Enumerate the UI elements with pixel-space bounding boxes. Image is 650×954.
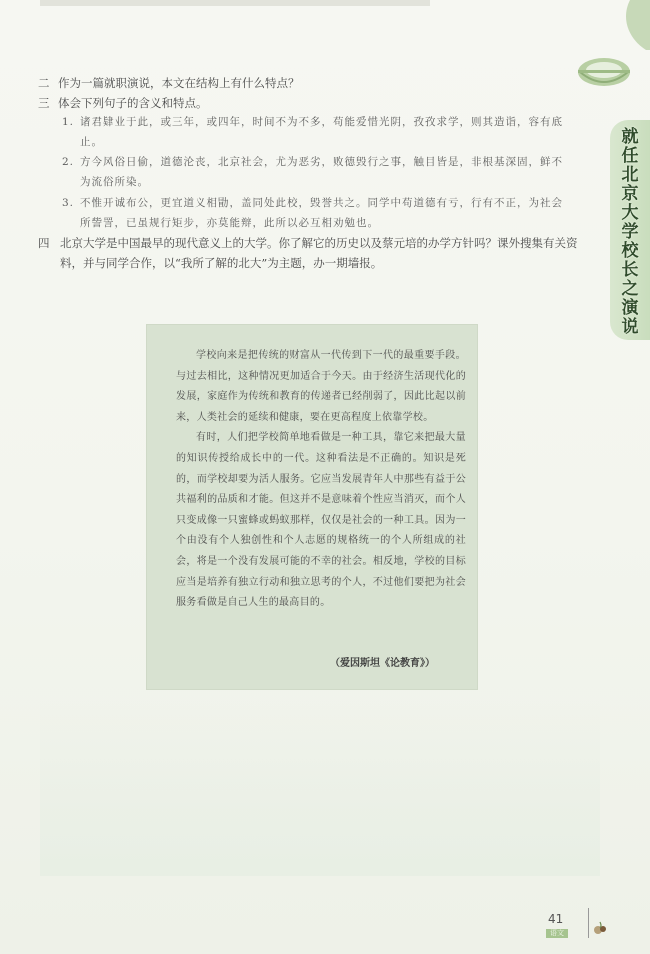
question-number: 四 (38, 236, 50, 250)
question-3 (38, 93, 558, 113)
quote-text (176, 346, 466, 614)
question-number: 二 (38, 76, 50, 90)
footer-subject-tag: 语文 (546, 929, 568, 938)
top-edge-bar (40, 0, 430, 6)
question-text: 作为一篇就职演说，本文在结构上有什么特点？ (58, 76, 300, 90)
question-number: 三 (38, 96, 50, 110)
sub-item-text: 方今风俗日偷，道德沦丧，北京社会，尤为恶劣，败德毁行之事，触目皆是，非根基深固，鲜不为流俗所染。 (80, 156, 563, 188)
sub-item-3 (62, 193, 582, 233)
sub-item-text: 不惟开诚布公，更宜道义相勖，盖同处此校，毁誉共之。同学中苟道德有亏，行有不正，为社会所訾詈，已虽规行矩步，亦莫能辩，此所以必互相劝勉也。 (80, 197, 563, 229)
footer-divider (588, 908, 589, 938)
chapter-side-title: 就任北京大学校长之演说 (621, 127, 639, 337)
page-number: 41 (548, 912, 564, 926)
question-2 (38, 73, 558, 93)
chapter-ornament-icon (560, 0, 650, 130)
quote-paragraph: 学校向来是把传统的财富从一代传到下一代的最重要手段。与过去相比，这种情况更加适合于今天。由于经济生活现代化的发展，家庭作为传统和教育的传递者已经削弱了，因此比起以前来，人类社会的延续和健康，要在更高程度上依靠学校。 (176, 350, 466, 423)
quote-paragraph: 有时，人们把学校简单地看做是一种工具，靠它来把最大量的知识传授给成长中的一代。这种看法是不正确的。知识是死的，而学校却要为活人服务。它应当发展青年人中那些有益于公共福利的品质和才能。但这并不是意味着个性应当消灭，而个人只变成像一只蜜蜂或蚂蚁那样，仅仅是社会的一种工具。因为一个由没有个人独创性和个人志愿的规格统一的个人所组成的社会，将是一个没有发展可能的不幸的社会。相反地，学校的目标应当是培养有独立行动和独立思考的个人，不过他们要把为社会服务看做是自己人生的最高目的。 (176, 432, 466, 609)
footer-leaf-icon (592, 920, 608, 936)
lower-decorative-panel (40, 700, 600, 876)
sub-item-1 (62, 112, 582, 152)
question-text: 北京大学是中国最早的现代意义上的大学。你了解它的历史以及蔡元培的办学方针吗？课外搜集有关资料，并与同学合作，以“我所了解的北大”为主题，办一期墙报。 (60, 236, 578, 270)
sub-item-number: 1. (62, 116, 75, 128)
sub-item-number: 2. (62, 156, 75, 168)
sub-item-number: 3. (62, 197, 75, 209)
question-4 (38, 233, 588, 273)
sub-item-2 (62, 152, 582, 192)
question-text: 体会下列句子的含义和特点。 (58, 96, 208, 110)
quote-source: （爱因斯坦《论教育》） (330, 658, 435, 669)
sub-item-text: 诸君肄业于此，或三年，或四年，时间不为不多，苟能爱惜光阴，孜孜求学，则其造诣，容有底止。 (80, 116, 563, 148)
